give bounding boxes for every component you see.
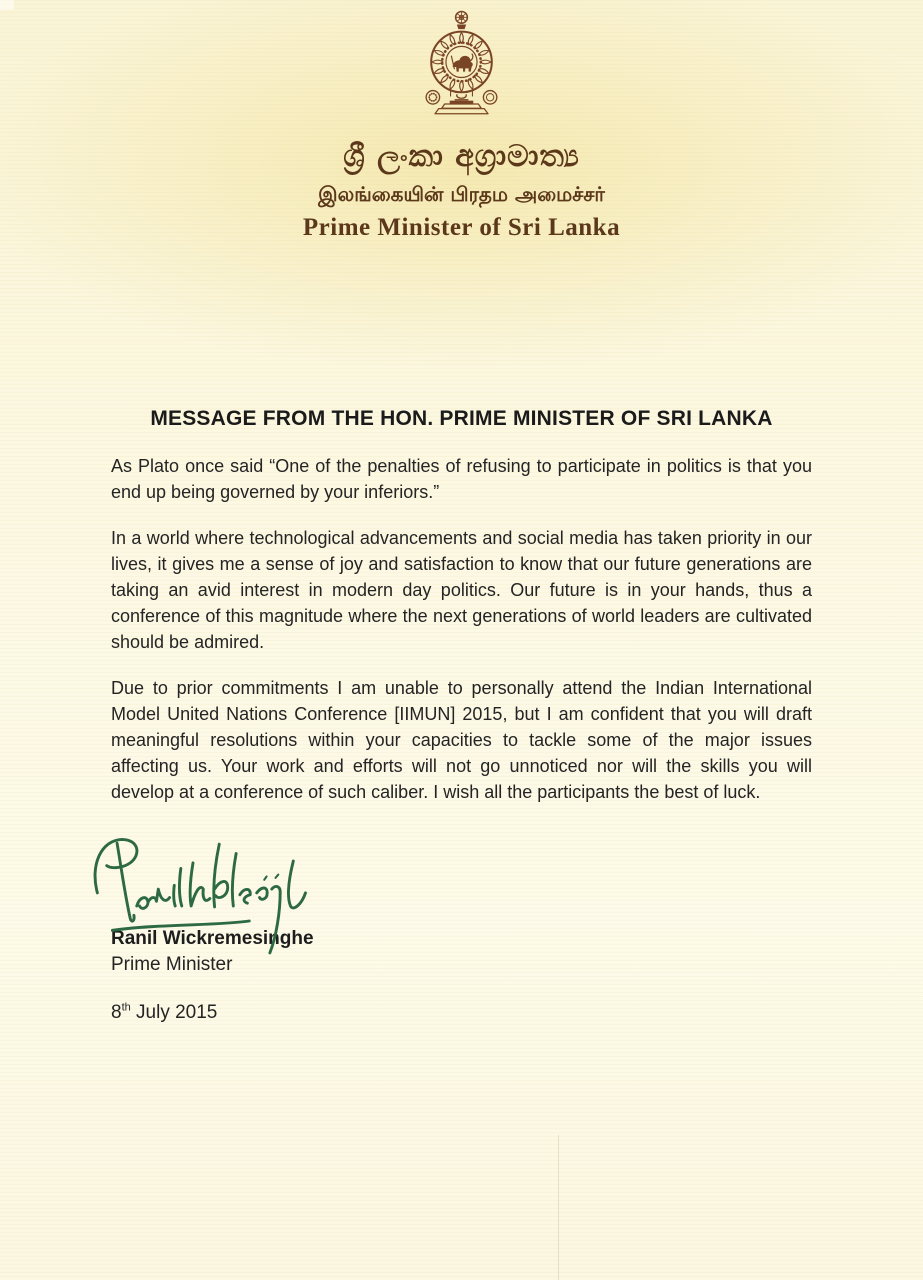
paper-crease-line (558, 1135, 559, 1280)
letterhead-title-english: Prime Minister of Sri Lanka (302, 214, 621, 241)
signature-ink-icon (111, 831, 812, 927)
letter-date (111, 1001, 812, 1025)
signatory-name: Ranil Wickremesinghe (111, 928, 314, 949)
paragraph-plato-quote: As Plato once said “One of the penalties of refusing to participate in politics is that you end up being governed by your inferiors.” (111, 456, 812, 502)
letter-content (111, 408, 812, 1025)
date-month-year: July 2015 (130, 1002, 218, 1023)
letter-heading: MESSAGE FROM THE HON. PRIME MINISTER OF SRI LANKA (150, 407, 773, 430)
paragraph-world-technology: In a world where technological advancements and social media has taken priority in our lives, it gives me a sense of joy and satisfaction to know that our future generations are taking an avid interest in modern day politics. Our future is in your hands, thus a conference of this magnitude where the next generations of world leaders are cultivated should be admired. (111, 528, 812, 652)
signatory-role: Prime Minister (111, 954, 233, 975)
letterhead-title-sinhala: ශ්‍රී ලංකා අග්‍රාමාත්‍ය (343, 139, 580, 174)
paragraph-iimun-2015: Due to prior commitments I am unable to personally attend the Indian International Model United Nations Conference [IIMUN] 2015, but I am confident that you will draft meaningful resolutions within your capacities to tackle some of the major issues affecting us. Your work and efforts will not go unnoticed nor will the skills you will develop at a conference of such caliber. I wish all the participants the best of luck. (111, 678, 812, 802)
date-day: 8 (111, 1002, 122, 1023)
letterhead-title-tamil: இலங்கையின் பிரதம அமைச்சர் (318, 182, 605, 206)
letterhead (0, 0, 923, 242)
sri-lanka-emblem-icon (0, 8, 923, 126)
signature-block (111, 831, 812, 1025)
date-ordinal: th (121, 1001, 131, 1014)
scan-corner-artifact (0, 0, 14, 10)
